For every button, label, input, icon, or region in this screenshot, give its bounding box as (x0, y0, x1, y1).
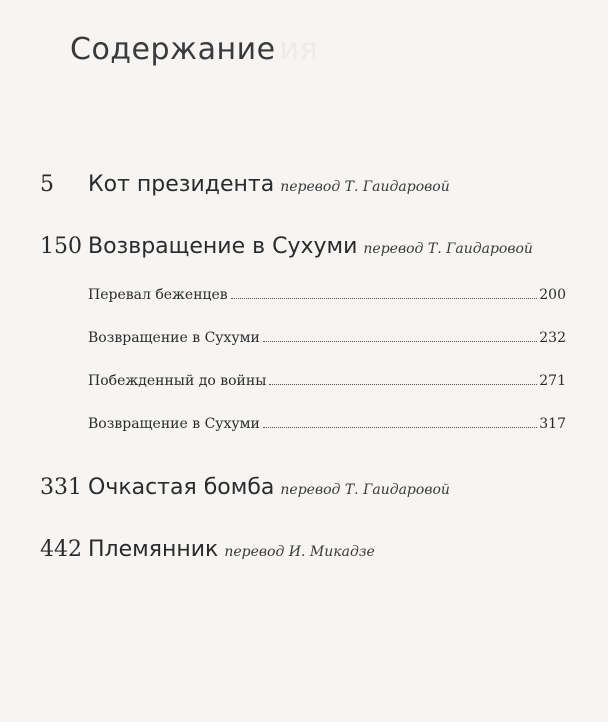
entry-translator: перевод Т. Гаидаровой (363, 241, 533, 257)
toc-subentry[interactable] (88, 369, 566, 393)
entry-title: Кот президента (88, 172, 275, 197)
subentry-page-number: 317 (539, 416, 566, 432)
subentry-title: Побежденный до войны (88, 373, 267, 389)
dot-leader (231, 298, 538, 299)
dot-leader (263, 427, 537, 428)
entry-translator: перевод И. Микадзе (224, 544, 375, 560)
entry-page-number: 331 (40, 475, 82, 500)
entry-page-number: 5 (40, 172, 54, 197)
entry-page-number: 442 (40, 537, 82, 562)
entry-page-number: 150 (40, 234, 82, 259)
entry-title: Возвращение в Сухуми (88, 234, 358, 259)
entry-title: Очкастая бомба (88, 475, 275, 500)
toc-entry[interactable] (0, 471, 608, 505)
subentry-page-number: 271 (539, 373, 566, 389)
toc-entry[interactable] (0, 168, 608, 202)
dot-leader (269, 384, 537, 385)
toc-entry[interactable] (0, 230, 608, 264)
page-title (70, 30, 318, 70)
subentry-title: Возвращение в Сухуми (88, 330, 260, 346)
page-title-text: Содержание (70, 32, 276, 67)
subentry-page-number: 232 (539, 330, 566, 346)
show-through-text: ия (279, 32, 319, 67)
toc-subentry[interactable] (88, 326, 566, 350)
subentry-page-number: 200 (539, 287, 566, 303)
dot-leader (263, 341, 537, 342)
toc-subentry[interactable] (88, 412, 566, 436)
toc-subentry[interactable] (88, 283, 566, 307)
toc-entry[interactable] (0, 533, 608, 567)
subentry-title: Возвращение в Сухуми (88, 416, 260, 432)
entry-translator: перевод Т. Гаидаровой (280, 179, 450, 195)
entry-title: Племянник (88, 537, 219, 562)
entry-translator: перевод Т. Гаидаровой (280, 482, 450, 498)
subentry-title: Перевал беженцев (88, 287, 228, 303)
